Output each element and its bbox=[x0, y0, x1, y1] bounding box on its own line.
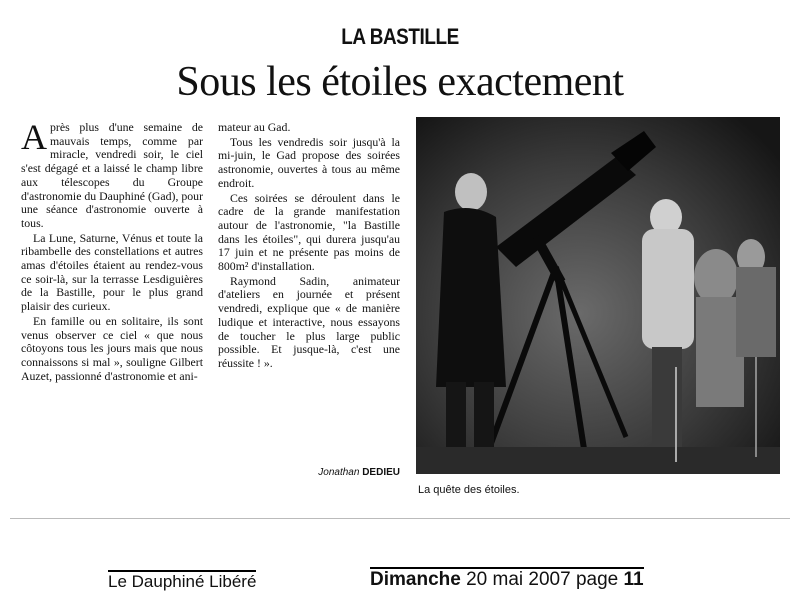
photo-caption: La quête des étoiles. bbox=[418, 484, 520, 496]
paragraph-text: près plus d'une semaine de mauvais temps, comme par miracle, vendredi soir, le ciel s'est dégagé et a laissé le champ libre aux télescopes du Groupe d'astronomie du Dauphiné (Gad), pour une séance d'astronomie ouverte à tous. bbox=[21, 120, 203, 230]
publication-day: Dimanche bbox=[370, 569, 461, 590]
paragraph: Ces soirées se déroulent dans le cadre de la grande manifestation autour de l'astronomie, "la Bastille dans les étoiles", qui durera jusqu'au 17 juin et ne présente pas moins de 800m² d'installation. bbox=[218, 190, 400, 274]
byline-first-name: Jonathan bbox=[318, 467, 360, 478]
paragraph: La Lune, Saturne, Vénus et toute la ribambelle des constellations et autres amas d'étoiles étaient au rendez-vous ce soir-là, sur la terrasse Lesdiguières de la Bastille, pour le plus grand plaisir des curieux. bbox=[21, 230, 203, 314]
page-number: 11 bbox=[623, 569, 644, 590]
section-kicker: LA BASTILLE bbox=[341, 24, 459, 49]
publication-date bbox=[370, 567, 644, 591]
paragraph: Raymond Sadin, animateur d'ateliers en journée et présent vendredi, explique que « de manière ludique et interactive, nous essayons de toucher le plus large public possible. Et jusque-là, c'est une réussite ! ». bbox=[218, 273, 400, 370]
divider bbox=[10, 518, 790, 519]
byline-last-name: DEDIEU bbox=[362, 467, 400, 478]
publication-date-text: 20 mai 2007 bbox=[466, 569, 571, 590]
paragraph: En famille ou en solitaire, ils sont venus observer ce ciel « que nous côtoyons tous les jours mais que nous connaissons si mal », souligne Gilbert Auzet, passionné d'astronomie et ani- bbox=[21, 313, 203, 383]
paragraph: Tous les vendredis soir jusqu'à la mi-juin, le Gad propose des soirées astronomie, ouvertes à tous au même endroit. bbox=[218, 134, 400, 190]
paragraph bbox=[21, 117, 203, 231]
byline bbox=[296, 467, 400, 478]
page-label: page bbox=[575, 569, 619, 590]
article-column-1 bbox=[21, 117, 203, 384]
drop-cap: A bbox=[21, 117, 47, 157]
article-headline: Sous les étoiles exactement bbox=[176, 59, 624, 105]
article-photo bbox=[416, 117, 780, 474]
telescope-photo-illustration bbox=[416, 117, 780, 474]
article-column-2 bbox=[218, 121, 400, 372]
publication-name: Le Dauphiné Libéré bbox=[108, 572, 257, 591]
paragraph: mateur au Gad. bbox=[218, 120, 291, 134]
